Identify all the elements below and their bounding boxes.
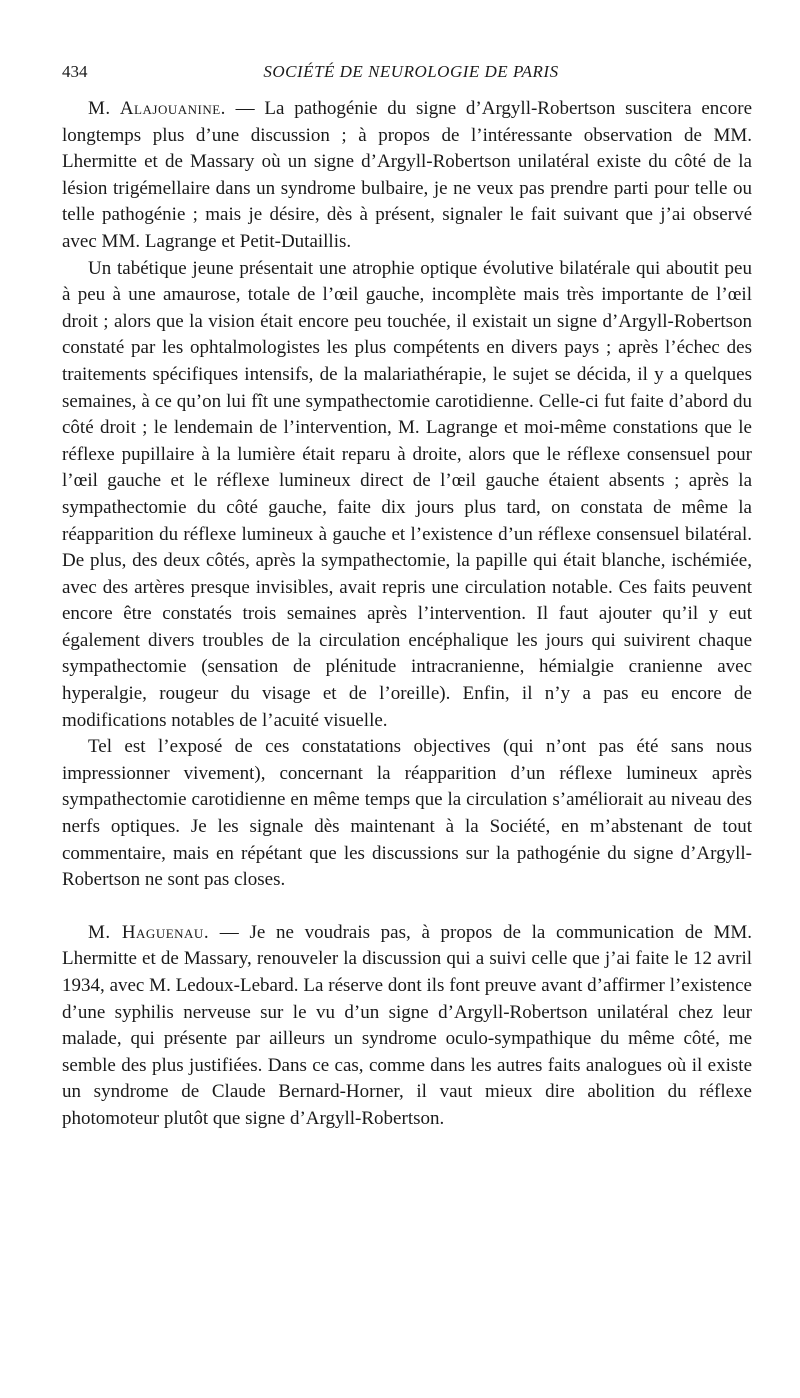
paragraph-haguenau xyxy=(62,920,752,1133)
paragraph-text: — La pathogénie du signe d’Argyll-Robertson suscitera encore longtemps plus d’une discussion ; à propos de l’intéressante observation de MM. Lhermitte et de Massary où un signe d’Argyll-Robertson unilatéral existe du côté de la lésion trigémellaire dans un syndrome bulbaire, je ne veux pas prendre parti pour telle ou telle pathogénie ; mais je désire, dès à présent, signaler le fait suivant que j’ai observé avec MM. Lagrange et Petit-Dutaillis. xyxy=(62,98,753,252)
speaker-name: M. Alajouanine. xyxy=(88,98,226,119)
page-header xyxy=(62,62,760,86)
speaker-name: M. Haguenau. xyxy=(88,921,210,943)
paragraph-alajouanine xyxy=(62,96,752,256)
running-head: SOCIÉTÉ DE NEUROLOGIE DE PARIS xyxy=(263,62,559,81)
paragraph-case-description xyxy=(62,256,752,735)
page-number: 434 xyxy=(62,62,88,81)
paragraph-summary xyxy=(62,734,752,894)
body-text xyxy=(62,96,752,1133)
paragraph-text: — Je ne voudrais pas, à propos de la communication de MM. Lhermitte et de Massary, renouveler la discussion qui a suivi celle que j’ai faite le 12 avril 1934, avec M. Ledoux-Lebard. La réserve dont ils font preuve avant d’affirmer l’existence d’une syphilis nerveuse sur le vu d’un signe d’Argyll-Robertson unilatéral chez leur malade, qui présente par ailleurs un syndrome oculo-sympathique du même côté, me semble des plus justifiées. Dans ce cas, comme dans les autres faits analogues où il existe un syndrome de Claude Bernard-Horner, il vaut mieux dire abolition du réflexe photomoteur plutôt que signe d’Argyll-Robertson. xyxy=(62,921,753,1129)
paragraph-text: Un tabétique jeune présentait une atrophie optique évolutive bilatérale qui aboutit peu à peu à une amaurose, totale de l’œil gauche, incomplète mais très importante de l’œil droit ; alors que la vision était encore peu touchée, il existait un signe d’Argyll-Robertson constaté par les ophtalmologistes les plus compétents en divers pays ; après l’échec des traitements spécifiques intensifs, de la malariathérapie, le sujet se décida, il y a quelques semaines, à ce qu’on lui fît une sympathectomie carotidienne. Celle-ci fut faite d’abord du côté droit ; le lendemain de l’intervention, M. Lagrange et moi-même constations que le réflexe pupillaire à la lumière était reparu à droite, alors que le réflexe consensuel pour l’œil gauche et le réflexe lumineux direct de l’œil gauche étaient absents ; après la sympathectomie du côté gauche, faite dix jours plus tard, on constata de même la réapparition du réflexe lumineux à gauche et l’existence d’un réflexe consensuel bilatéral. De plus, des deux côtés, après la sympathectomie, la papille qui était blanche, ischémiée, avec des artères presque invisibles, avait repris une circulation notable. Ces faits peuvent encore être constatés trois semaines après l’intervention. Il faut ajouter qu’il y eut également divers troubles de la circulation encéphalique les jours qui suivirent chaque sympathectomie (sensation de plénitude intracranienne, hémialgie cranienne avec hyperalgie, rougeur du visage et de l’oreille). Enfin, il n’y a pas eu encore de modifications notables de l’acuité visuelle. xyxy=(62,257,752,731)
paragraph-text: Tel est l’exposé de ces constatations objectives (qui n’ont pas été sans nous impressionner vivement), concernant la réapparition d’un réflexe lumineux après sympathectomie carotidienne en même temps que la circulation s’améliorait au niveau des nerfs optiques. Je les signale dès maintenant à la Société, en m’abstenant de tout commentaire, mais en répétant que les discussions sur la pathogénie du signe d’Argyll-Robertson ne sont pas closes. xyxy=(62,736,752,891)
